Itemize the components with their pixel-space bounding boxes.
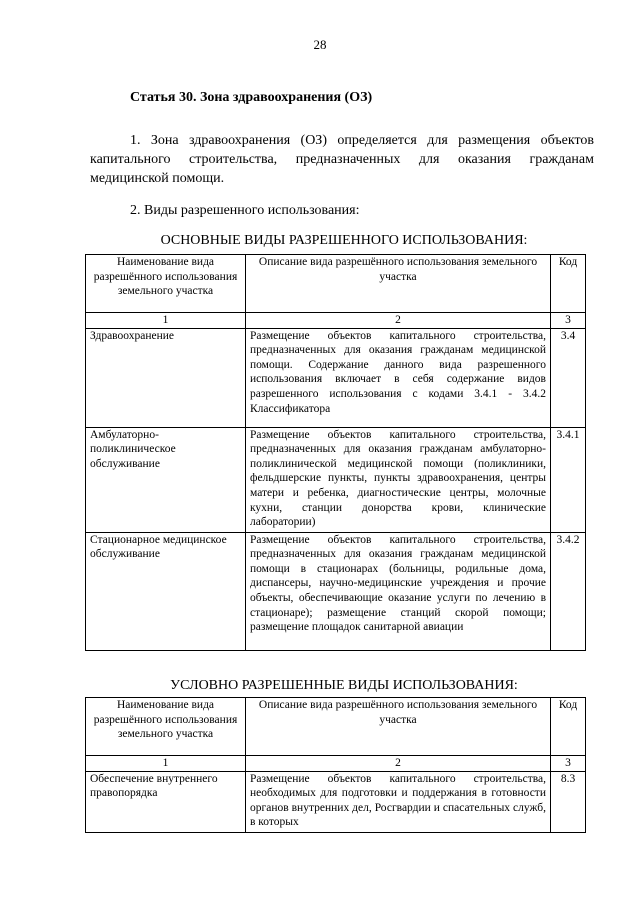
use-description: Размещение объектов капитального строительства, предназначенных для оказания гражданам амбулаторно-поликлинической медицинской помощи (поликлиники, фельдшерские пункты, пункты здравоохранения, центры матери и ребенка, диагностические центры, молочные кухни, станции донорства крови, клинические лаборатории) [246,427,551,532]
article-title: Статья 30. Зона здравоохранения (ОЗ) [130,90,373,105]
column-number: 2 [246,756,551,772]
conditional-uses-heading: УСЛОВНО РАЗРЕШЕННЫЕ ВИДЫ ИСПОЛЬЗОВАНИЯ: [170,678,518,693]
column-number: 1 [86,313,246,329]
column-number-row [86,313,586,329]
paragraph-zone-definition [90,131,594,188]
use-code: 3.4.1 [551,427,586,532]
use-name: Обеспечение внутреннего правопорядка [86,771,246,832]
table-header-row [86,698,586,756]
table-row [86,532,586,650]
use-description: Размещение объектов капитального строительства, предназначенных для оказания гражданам медицинской помощи в стационарах (больницы, родильные дома, диспансеры, научно-медицинские учреждения и прочие объекты, обеспечивающие оказание услуги по лечению в стационаре); размещение станций скорой помощи; размещение площадок санитарной авиации [246,532,551,650]
column-header-name: Наименование вида разрешённого использования земельного участка [86,255,246,313]
table-row [86,771,586,832]
table-row [86,427,586,532]
column-number-row [86,756,586,772]
use-code: 8.3 [551,771,586,832]
column-header-name: Наименование вида разрешённого использования земельного участка [86,698,246,756]
column-header-code: Код [551,698,586,756]
conditional-uses-table [85,697,586,833]
use-code: 3.4 [551,328,586,427]
column-number: 1 [86,756,246,772]
column-header-description: Описание вида разрешённого использования земельного участка [246,698,551,756]
column-number: 3 [551,756,586,772]
use-description: Размещение объектов капитального строительства, предназначенных для оказания гражданам медицинской помощи. Содержание данного вида разрешенного использования включает в себя содержание видов разрешенного использования с кодами 3.4.1 - 3.4.2 Классификатора [246,328,551,427]
use-code: 3.4.2 [551,532,586,650]
column-header-description: Описание вида разрешённого использования земельного участка [246,255,551,313]
column-number: 2 [246,313,551,329]
paragraph-text: 1. Зона здравоохранения (ОЗ) определяется для размещения объектов капитального строительства, предназначенных для оказания гражданам медицинской помощи. [90,133,594,186]
column-number: 3 [551,313,586,329]
paragraph-use-types: 2. Виды разрешенного использования: [130,203,360,218]
main-uses-table [85,254,586,651]
page-number: 28 [313,37,327,52]
column-header-code: Код [551,255,586,313]
use-description: Размещение объектов капитального строительства, необходимых для подготовки и поддержания в готовности органов внутренних дел, Росгвардии и спасательных служб, в которых [246,771,551,832]
use-name: Здравоохранение [86,328,246,427]
table-row [86,328,586,427]
main-uses-heading: ОСНОВНЫЕ ВИДЫ РАЗРЕШЕННОГО ИСПОЛЬЗОВАНИЯ: [160,233,528,248]
table-header-row [86,255,586,313]
use-name: Амбулаторно-поликлиническое обслуживание [86,427,246,532]
use-name: Стационарное медицинское обслуживание [86,532,246,650]
